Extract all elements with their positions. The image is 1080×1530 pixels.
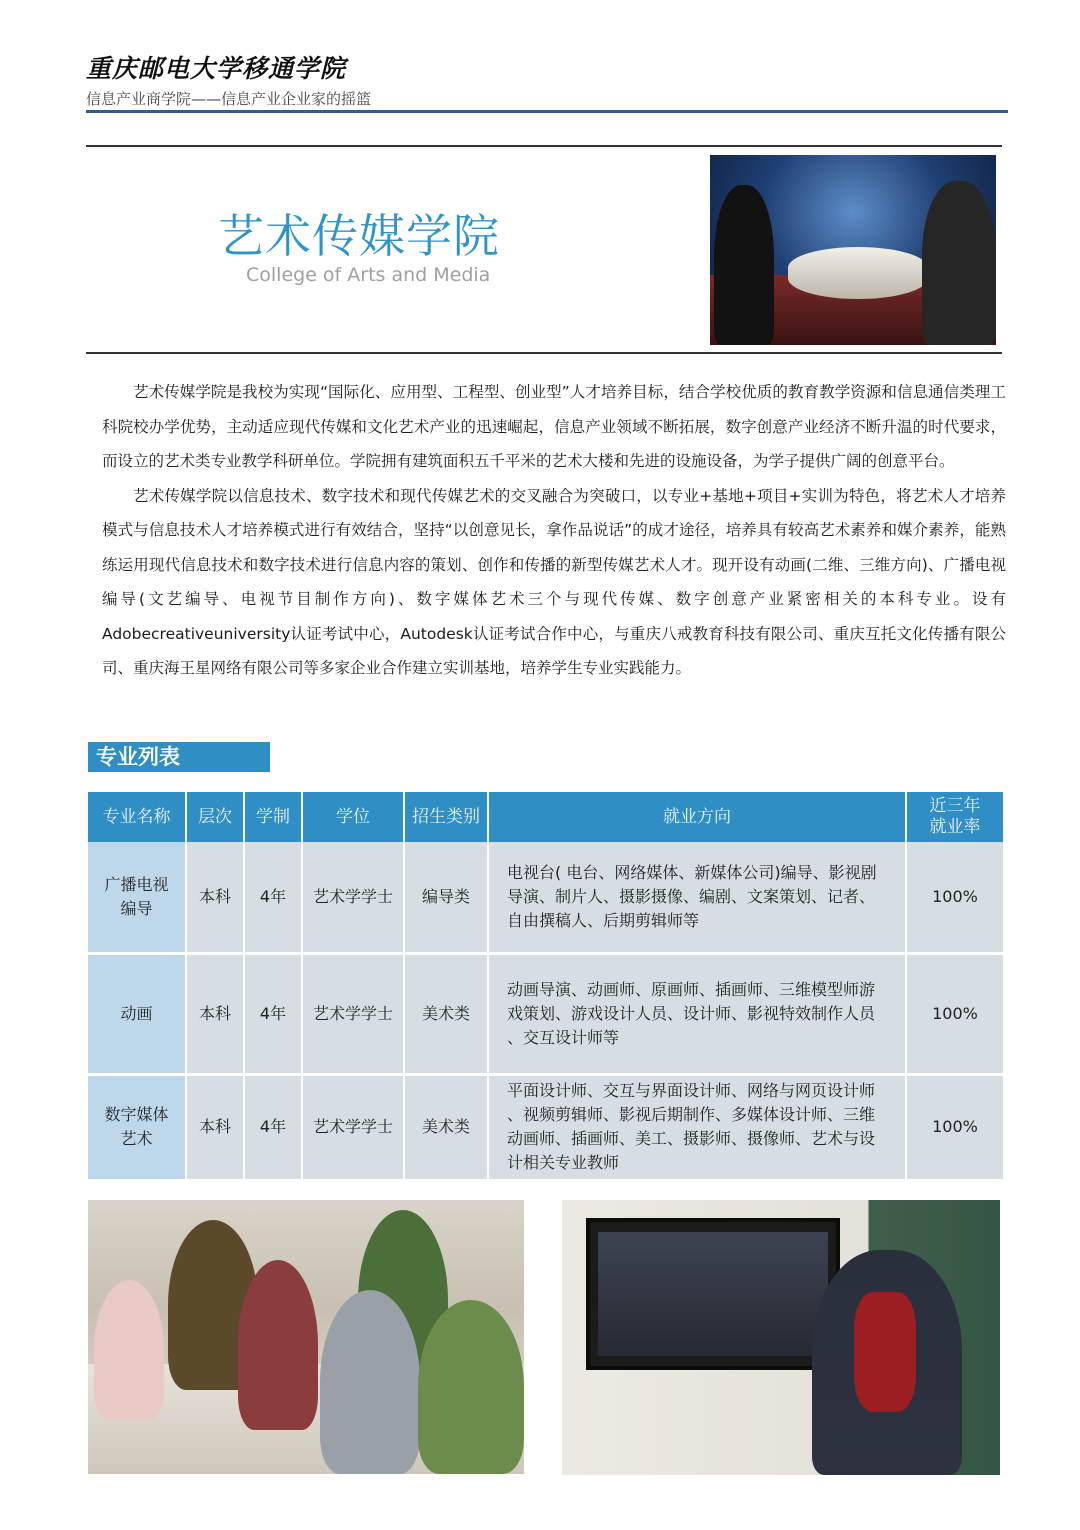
- major-name-line2: 艺术: [120, 1129, 153, 1148]
- major-degree: 艺术学学士: [302, 953, 404, 1074]
- header-degree: 学位: [302, 792, 404, 842]
- major-rate: 100%: [906, 953, 1003, 1074]
- major-jobs: [488, 1074, 906, 1180]
- major-duration: 4年: [244, 842, 302, 953]
- table-row: [88, 1074, 1003, 1180]
- jobs-line: 导演、制片人、摄影摄像、编剧、文案策划、记者、: [507, 886, 876, 906]
- major-category: 编导类: [404, 842, 488, 953]
- major-degree: 艺术学学士: [302, 842, 404, 953]
- major-name-line1: 数字媒体: [104, 1105, 169, 1124]
- major-name: [88, 953, 186, 1074]
- student-figure: [320, 1290, 420, 1474]
- major-jobs: [488, 953, 906, 1074]
- tv-studio-photo: [710, 155, 996, 345]
- page-header: [86, 52, 1006, 110]
- major-level: 本科: [186, 953, 244, 1074]
- major-name: [88, 1074, 186, 1180]
- title-divider-bottom: [86, 352, 1002, 354]
- jobs-line: 、交互设计师等: [507, 1027, 620, 1047]
- editing-software-screen: [598, 1232, 828, 1356]
- title-divider-top: [86, 145, 1002, 147]
- table-row: [88, 842, 1003, 953]
- display-screen: [586, 1218, 840, 1370]
- jobs-line: 平面设计师、交互与界面设计师、网络与网页设计师: [507, 1081, 876, 1100]
- major-duration: 4年: [244, 953, 302, 1074]
- camera-operator-right: [922, 181, 996, 345]
- jobs-line: 电视台( 电台、网络媒体、新媒体公司)编导、影视剧: [507, 862, 877, 882]
- major-jobs: [488, 842, 906, 953]
- student-figure: [238, 1260, 318, 1430]
- teacher-lecture-photo: [562, 1200, 1000, 1475]
- major-category: 美术类: [404, 953, 488, 1074]
- college-subtitle: College of Arts and Media: [246, 264, 491, 286]
- header-duration: 学制: [244, 792, 302, 842]
- table-row: [88, 953, 1003, 1074]
- major-duration: 4年: [244, 1074, 302, 1180]
- student-figure: [418, 1300, 524, 1474]
- red-scarf: [854, 1292, 916, 1412]
- major-rate: 100%: [906, 842, 1003, 953]
- jobs-line: 计相关专业教师: [507, 1153, 620, 1172]
- school-slogan: 信息产业商学院——信息产业企业家的摇篮: [86, 90, 372, 108]
- major-level: 本科: [186, 842, 244, 953]
- intro-paragraph-2: 艺术传媒学院以信息技术、数字技术和现代传媒艺术的交叉融合为突破口，以专业+基地+项目+实训为特色，将艺术人才培养模式与信息技术人才培养模式进行有效结合，坚持“以创意见长，拿作品说话”的成才途径，培养具有较高艺术素养和媒介素养，能熟练运用现代信息技术和数字技术进行信息内容的策划、创作和传播的新型传媒艺术人才。现开设有动画(二维、三维方向)、广播电视编导(文艺编导、电视节目制作方向)、数字媒体艺术三个与现代传媒、数字创意产业紧密相关的本科专业。设有Adobecreativeuniversity认证考试中心，Autodesk认证考试合作中心，与重庆八戒教育科技有限公司、重庆互托文化传播有限公司、重庆海王星网络有限公司等多家企业合作建立实训基地，培养学生专业实践能力。: [102, 486, 1006, 677]
- anchor-desk: [788, 247, 928, 299]
- majors-section-label: 专业列表: [88, 742, 270, 772]
- intro-paragraph-1: 艺术传媒学院是我校为实现“国际化、应用型、工程型、创业型”人才培养目标，结合学校优质的教育教学资源和信息通信类理工科院校办学优势，主动适应现代传媒和文化艺术产业的迅速崛起，信息产业领域不断拓展，数字创意产业经济不断升温的时代要求，而设立的艺术类专业教学科研单位。学院拥有建筑面积五千平米的艺术大楼和先进的设施设备，为学子提供广阔的创意平台。: [102, 383, 1006, 470]
- header-jobs: 就业方向: [488, 792, 906, 842]
- student-figure: [94, 1280, 164, 1420]
- majors-table: [88, 792, 1003, 1182]
- jobs-line: 动画师、插画师、美工、摄影师、摄像师、艺术与设: [507, 1129, 876, 1148]
- jobs-line: 戏策划、游戏设计人员、设计师、影视特效制作人员: [507, 1003, 876, 1023]
- major-category: 美术类: [404, 1074, 488, 1180]
- header-divider: [86, 110, 1008, 113]
- jobs-line: 动画导演、动画师、原画师、插画师、三维模型师游: [507, 979, 876, 999]
- header-rate-line2: 就业率: [929, 817, 981, 837]
- jobs-line: 自由撰稿人、后期剪辑师等: [507, 910, 700, 930]
- students-painting-photo: [88, 1200, 524, 1474]
- major-rate: 100%: [906, 1074, 1003, 1180]
- header-category: 招生类别: [404, 792, 488, 842]
- table-header-row: [88, 792, 1003, 842]
- jobs-line: 、视频剪辑师、影视后期制作、多媒体设计师、三维: [507, 1105, 876, 1124]
- college-title: 艺术传媒学院: [218, 209, 500, 263]
- header-level: 层次: [186, 792, 244, 842]
- header-name: 专业名称: [88, 792, 186, 842]
- major-level: 本科: [186, 1074, 244, 1180]
- major-name-line2: 编导: [120, 898, 153, 918]
- header-rate-line1: 近三年: [929, 796, 981, 816]
- major-name-line1: 广播电视: [104, 874, 169, 894]
- camera-operator-left: [714, 185, 774, 345]
- header-rate: [906, 792, 1003, 842]
- major-name-line1: 动画: [120, 1003, 153, 1023]
- major-degree: 艺术学学士: [302, 1074, 404, 1180]
- school-logo-text: 重庆邮电大学移通学院: [86, 54, 347, 83]
- major-name: [88, 842, 186, 953]
- intro-text: [102, 375, 1006, 686]
